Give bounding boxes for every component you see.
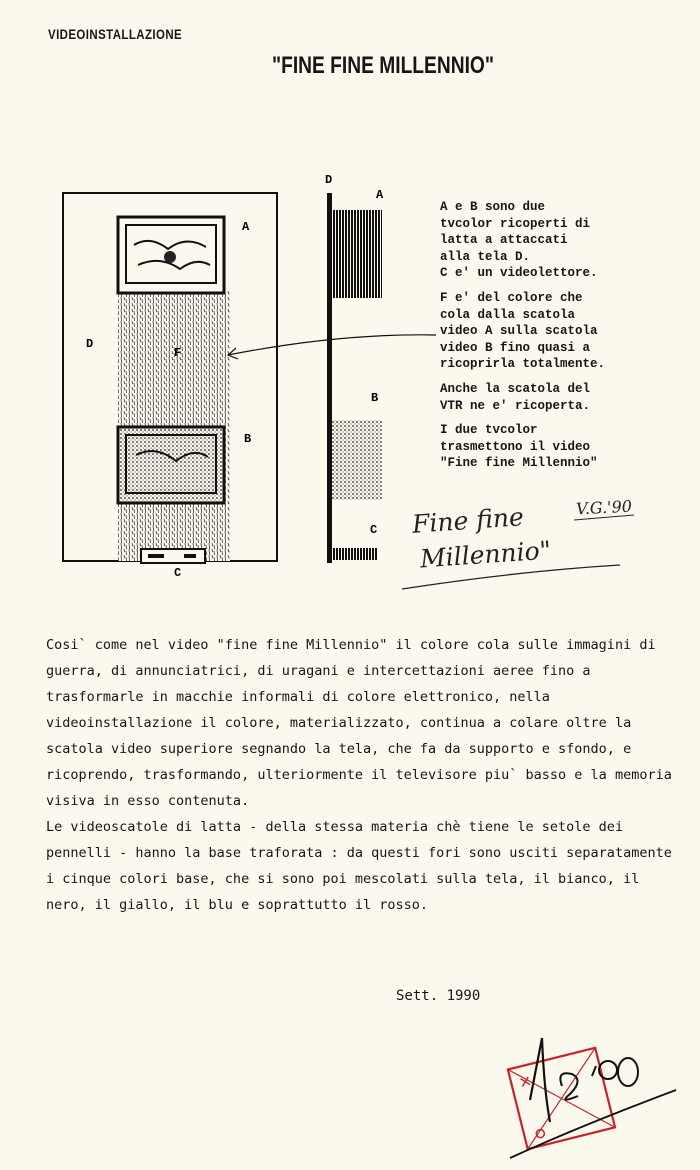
side-view <box>325 173 384 563</box>
side-label-d: D <box>325 173 333 187</box>
tv-a-icon <box>118 217 224 293</box>
description-paragraph: Le videoscatole di latta - della stessa materia chè tiene le setole dei pennelli - hanno la base traforata : da questi fori sono usciti separatamente i cinque colori base, che si sono poi mescolati sulla tela, il bianco, il nero, il giallo, il blu e soprattutto il rosso. <box>46 819 672 913</box>
side-label-c: C <box>370 523 378 537</box>
label-d: D <box>86 337 94 351</box>
diagram-notes <box>440 199 670 480</box>
vcr-c-icon <box>141 549 205 563</box>
front-view <box>63 193 277 580</box>
side-label-a: A <box>376 188 384 202</box>
handwritten-initials: V.G.'90 <box>575 496 633 519</box>
label-f: F <box>174 346 182 360</box>
description-paragraph: Cosi` come nel video "fine fine Millennio" il colore cola sulle immagini di guerra, di annunciatrici, di uragani e intercettazioni aeree fino a trasformarle in macchie informali di colore elettronico, nella videoinstallazione il colore, materializzato, continua a colare oltre la scatola video superiore segnando la tela, che fa da supporto e sfondo, e ricoprendo, trasformando, ulteriormente il televisore piu` basso e la memoria visiva in esso contenuta. <box>46 637 672 809</box>
note-paragraph: F e' del colore che cola dalla scatola video A sulla scatola video B fino quasi a ricoprirla totalmente. <box>440 290 606 372</box>
date-line: Sett. 1990 <box>396 988 481 1004</box>
note-paragraph: Anche la scatola del VTR ne e' ricoperta. <box>440 381 591 413</box>
signature-stamp-icon <box>500 1030 690 1160</box>
handwritten-title-line2: Millennio" <box>419 535 552 574</box>
note-paragraph: A e B sono due tvcolor ricoperti di latta a attaccati alla tela D. C e' un videolettore. <box>440 200 598 281</box>
label-c: C <box>174 566 182 580</box>
label-b: B <box>244 432 252 446</box>
note-paragraph: I due tvcolor trasmettono il video "Fine fine Millennio" <box>440 423 598 471</box>
label-a: A <box>242 220 250 234</box>
side-label-b: B <box>371 391 379 405</box>
handwritten-title-line1: Fine fine <box>411 502 525 539</box>
description-text <box>46 632 676 918</box>
tv-b-icon <box>118 427 224 503</box>
page-title: "FINE FINE MILLENNIO" <box>272 52 494 79</box>
header-label: VIDEOINSTALLAZIONE <box>48 26 183 42</box>
